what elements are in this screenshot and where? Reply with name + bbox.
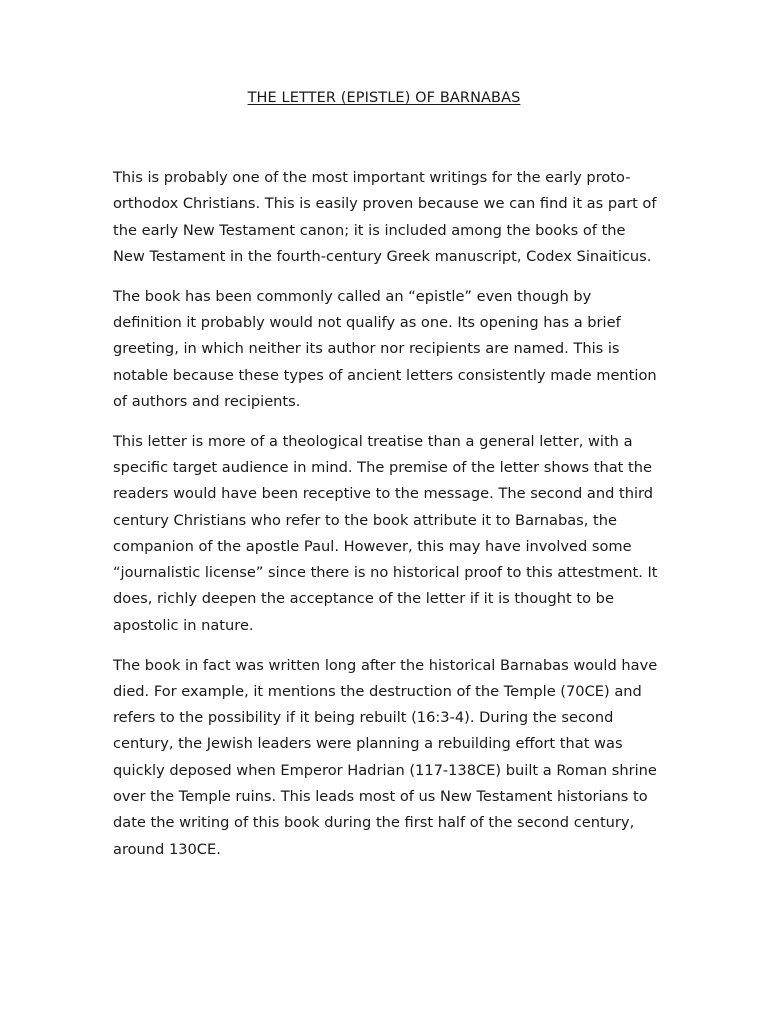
paragraph-2: The book has been commonly called an “epistle” even though by definition it probably would not qualify as one. Its opening has a brief greeting, in which neither its author nor recipients are named. This is notable because these types of ancient letters consistently made mention of authors and recipients. bbox=[113, 287, 657, 410]
paragraph-1: This is probably one of the most important writings for the early proto-orthodox Christians. This is easily proven because we can find it as part of the early New Testament canon; it is included among the books of the New Testament in the fourth-century Greek manuscript, Codex Sinaiticus. bbox=[113, 169, 657, 265]
document-body bbox=[113, 165, 658, 876]
paragraph-4: The book in fact was written long after the historical Barnabas would have died. For example, it mentions the destruction of the Temple (70CE) and refers to the possibility if it being rebuilt (16:3-4). During the second century, the Jewish leaders were planning a rebuilding effort that was quickly deposed when Emperor Hadrian (117-138CE) built a Roman shrine over the Temple ruins. This leads most of us New Testament historians to date the writing of this book during the first half of the second century, around 130CE. bbox=[113, 656, 658, 858]
document-title: THE LETTER (EPISTLE) OF BARNABAS bbox=[247, 90, 521, 106]
paragraph-3: This letter is more of a theological treatise than a general letter, with a specific target audience in mind. The premise of the letter shows that the readers would have been receptive to the message. The second and third century Christians who refer to the book attribute it to Barnabas, the companion of the apostle Paul. However, this may have involved some “journalistic license” since there is no historical proof to this attestment. It does, richly deepen the acceptance of the letter if it is thought to be apostolic in nature. bbox=[113, 432, 658, 634]
